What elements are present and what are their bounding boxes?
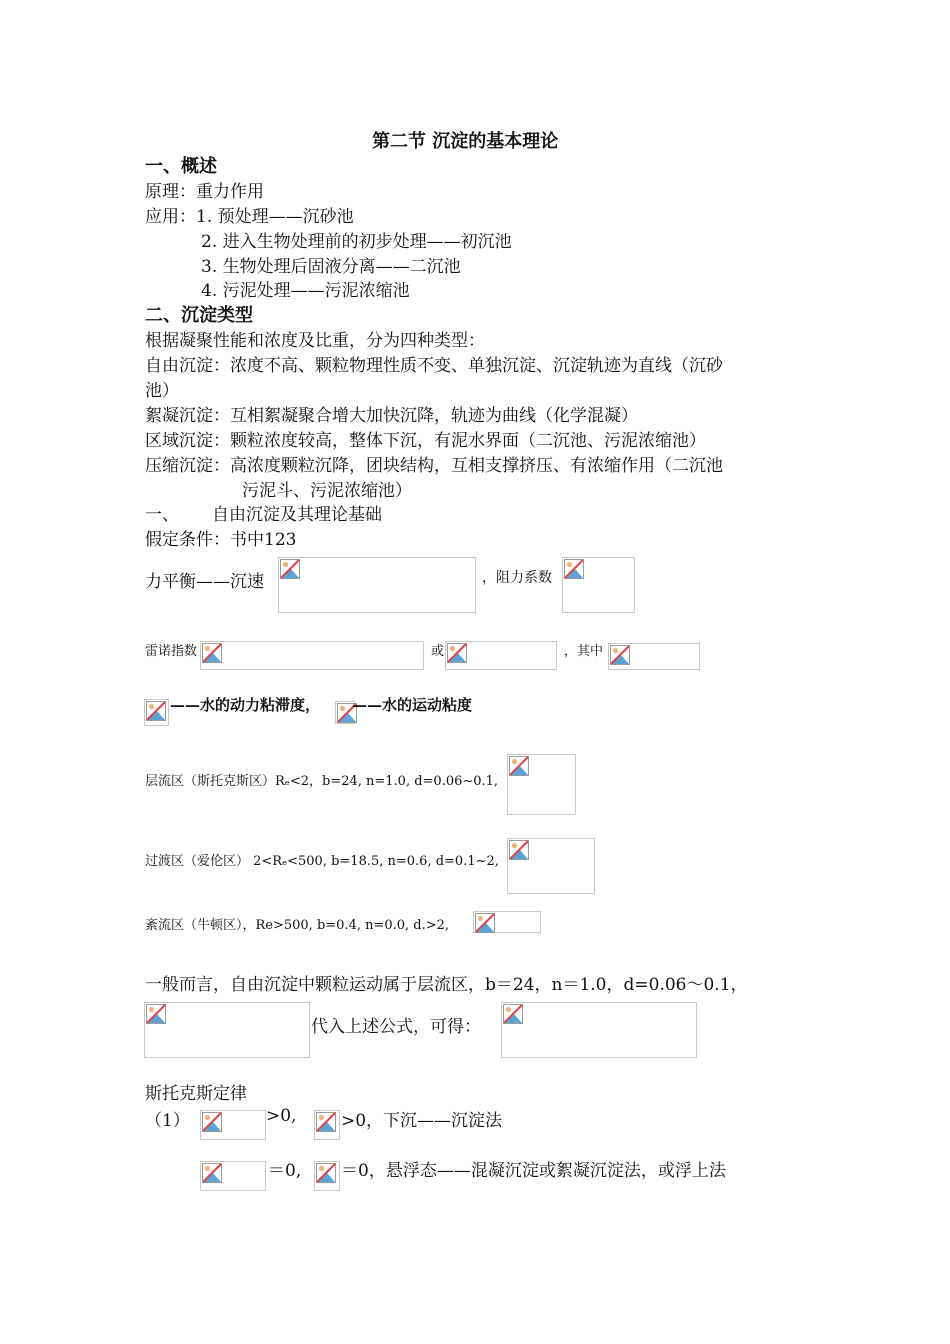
principle-line: 原理：重力作用 [145, 182, 264, 202]
section-heading-overview: 一、概述 [145, 156, 217, 177]
subsection-title: 自由沉淀及其理论基础 [212, 505, 382, 525]
reynolds-formula-image [200, 641, 424, 670]
force-balance-label: 力平衡——沉速 [145, 572, 264, 592]
broken-image-icon [202, 1163, 222, 1183]
reynolds-label: 雷诺指数 [145, 644, 198, 659]
stokes-result-formula-image [501, 1002, 697, 1058]
application-line: 2. 进入生物处理前的初步处理——初沉池 [201, 232, 512, 252]
velocity-symbol-image-2 [314, 1161, 340, 1191]
sinking-text: >0，下沉——沉淀法 [341, 1111, 503, 1131]
broken-image-icon [610, 645, 630, 665]
stokes-substitution-image [144, 1002, 310, 1058]
broken-image-icon [146, 701, 166, 721]
dynamic-viscosity-symbol-image [144, 699, 169, 726]
flocculent-settling-line: 絮凝沉淀：互相絮凝聚合增大加快沉降，轨迹为曲线（化学混凝） [145, 406, 638, 426]
zone-settling-line: 区域沉淀：颗粒浓度较高，整体下沉，有泥水界面（二沉池、污泥浓缩池） [145, 431, 706, 451]
stokes-item-number: （1） [145, 1111, 190, 1131]
laminar-formula-image [507, 754, 576, 815]
page-title: 第二节 沉淀的基本理论 [372, 131, 559, 152]
subsection-number: 一、 [145, 505, 179, 525]
where-formula-image [608, 643, 700, 670]
free-settling-line-cont: 池） [145, 381, 179, 401]
kinematic-viscosity-label: ——水的运动粘度 [352, 696, 473, 714]
broken-image-icon [447, 643, 467, 663]
drag-coefficient-formula-image [562, 557, 635, 613]
suspended-text: ＝0，悬浮态——混凝沉淀或絮凝沉淀法，或浮上法 [341, 1161, 726, 1181]
broken-image-icon [509, 756, 529, 776]
or-label: 或 [431, 644, 445, 659]
density-difference-image-2 [200, 1161, 266, 1191]
substitution-label: 代入上述公式，可得： [311, 1017, 481, 1037]
application-line: 3. 生物处理后固液分离——二沉池 [201, 257, 461, 277]
broken-image-icon [146, 1004, 166, 1024]
application-line: 应用：1. 预处理——沉砂池 [145, 207, 354, 227]
assumption-line: 假定条件：书中123 [145, 530, 297, 550]
compression-settling-line-cont: 污泥斗、污泥浓缩池） [242, 481, 412, 501]
transition-formula-image [507, 838, 595, 894]
broken-image-icon [475, 913, 495, 933]
broken-image-icon [316, 1163, 336, 1183]
dynamic-viscosity-label: ——水的动力粘滞度， [170, 696, 321, 714]
where-label: ，其中 [564, 644, 604, 659]
broken-image-icon [509, 840, 529, 860]
greater-than-zero-text: >0, [266, 1106, 297, 1126]
laminar-regime-line: 层流区（斯托克斯区）Rₑ<2，b=24, n=1.0, d=0.06~0.1, [145, 774, 499, 789]
types-intro: 根据凝聚性能和浓度及比重，分为四种类型： [145, 331, 485, 351]
settling-velocity-formula-image [278, 557, 476, 613]
application-line: 4. 污泥处理——污泥浓缩池 [201, 281, 410, 301]
broken-image-icon [202, 1112, 222, 1132]
velocity-symbol-image [314, 1110, 340, 1140]
density-difference-image [200, 1110, 266, 1140]
broken-image-icon [280, 559, 300, 579]
equal-zero-text: ＝0, [268, 1161, 302, 1181]
turbulent-formula-image [473, 911, 541, 933]
compression-settling-line: 压缩沉淀：高浓度颗粒沉降，团块结构，互相支撑挤压、有浓缩作用（二沉池 [145, 456, 723, 476]
reynolds-alt-formula-image [445, 641, 557, 670]
broken-image-icon [316, 1112, 336, 1132]
broken-image-icon [202, 643, 222, 663]
section-heading-types: 二、沉淀类型 [145, 305, 253, 326]
general-statement-line: 一般而言，自由沉淀中颗粒运动属于层流区，b＝24，n＝1.0，d=0.06～0.1， [145, 975, 748, 995]
transition-regime-line: 过渡区（爱伦区） 2<Rₑ<500, b=18.5, n=0.6, d=0.1~2, [145, 854, 499, 869]
drag-coefficient-label: ，阻力系数 [482, 570, 552, 586]
free-settling-line: 自由沉淀：浓度不高、颗粒物理性质不变、单独沉淀、沉淀轨迹为直线（沉砂 [145, 356, 723, 376]
stokes-law-heading: 斯托克斯定律 [145, 1084, 247, 1104]
broken-image-icon [503, 1004, 523, 1024]
turbulent-regime-line: 紊流区（牛顿区），Re>500, b=0.4, n=0.0, d.>2, [145, 918, 450, 933]
broken-image-icon [564, 559, 584, 579]
